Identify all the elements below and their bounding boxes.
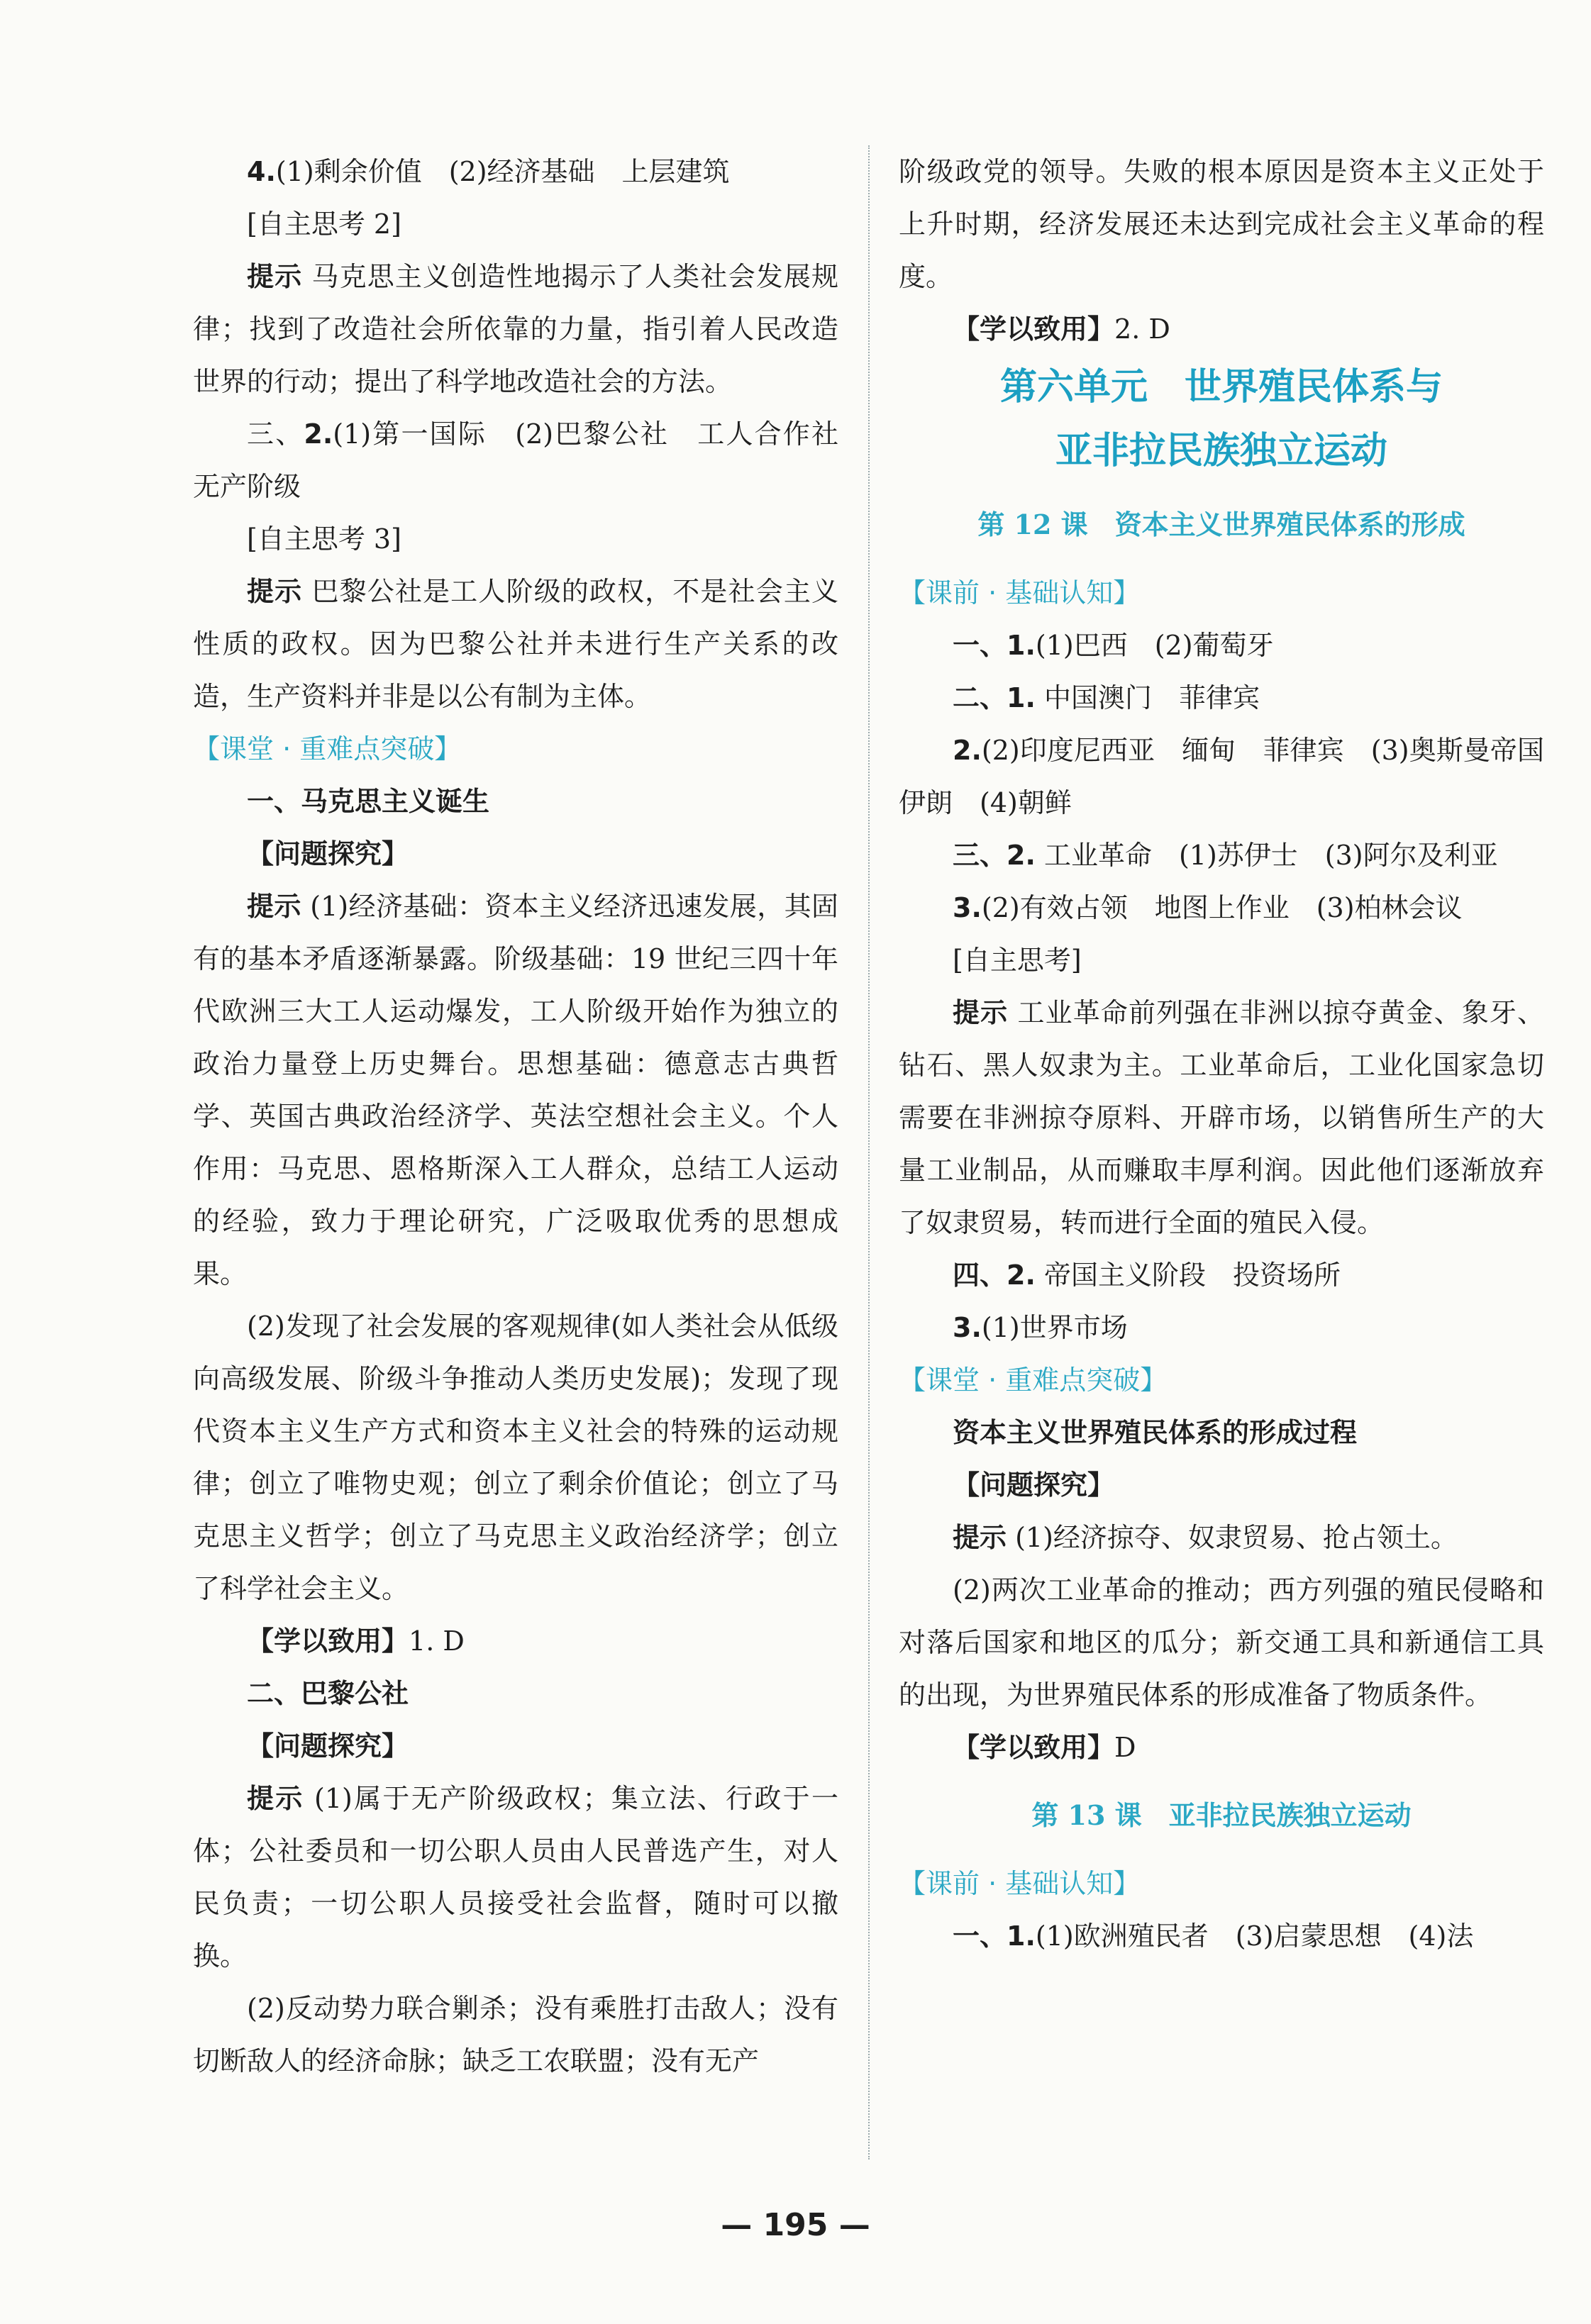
lesson-title: 第 13 课 亚非拉民族独立运动 (1031, 1799, 1412, 1831)
hint-paragraph: 提示 马克思主义创造性地揭示了人类社会发展规律；找到了改造社会所依靠的力量，指引着人民改造世界的行动；提出了科学地改造社会的方法。 (193, 261, 838, 397)
section-heading: 资本主义世界殖民体系的形成过程 (953, 1417, 1358, 1448)
hint-paragraph: (2)发现了社会发展的客观规律(如人类社会从低级向高级发展、阶级斗争推动人类历史发展)；发现了现代资本主义生产方式和资本主义社会的特殊的运动规律；创立了唯物史观；创立了剩余价值论；创立了马克思主义哲学；创立了马克思主义政治经济学；创立了科学社会主义。 (193, 1311, 838, 1604)
hint-paragraph: 提示 (1)经济掠夺、奴隶贸易、抢占领土。 (953, 1522, 1458, 1553)
answer-item: 3.(2)有效占领 地图上作业 (3)柏林会议 (953, 892, 1463, 923)
think-heading: [自主思考 2] (247, 209, 401, 240)
apply-answer: 【学以致用】2. D (953, 313, 1170, 345)
explore-heading: 【问题探究】 (247, 838, 409, 869)
answer-item: 三、2. 工业革命 (1)苏伊士 (3)阿尔及利亚 (953, 840, 1498, 871)
answer-item: 2.(2)印度尼西亚 缅甸 菲律宾 (3)奥斯曼帝国 伊朗 (4)朝鲜 (899, 735, 1572, 818)
section-tag: 【课堂 · 重难点突破】 (899, 1364, 1168, 1396)
answer-item: 3.(1)世界市场 (953, 1312, 1128, 1343)
hint-paragraph: 提示 (1)经济基础：资本主义经济迅速发展，其固有的基本矛盾逐渐暴露。阶级基础：19 世纪三四十年代欧洲三大工人运动爆发，工人阶级开始作为独立的政治力量登上历史舞台。思想基础：德意志古典哲学、英国古典政治经济学、英法空想社会主义。个人作用：马克思、恩格斯深入工人群众，总结工人运动的经验，致力于理论研究，广泛吸取优秀的思想成果。 (193, 891, 838, 1289)
answer-item: 三、2.(1)第一国际 (2)巴黎公社 工人合作社 无产阶级 (193, 418, 866, 502)
left-column (193, 145, 866, 2087)
unit-title-line2: 亚非拉民族独立运动 (1055, 430, 1387, 472)
apply-answer: 【学以致用】D (953, 1732, 1136, 1763)
think-heading: [自主思考 3] (247, 523, 401, 555)
explore-heading: 【问题探究】 (953, 1469, 1115, 1501)
hint-paragraph: (2)反动势力联合剿杀；没有乘胜打击敌人；没有切断敌人的经济命脉；缺乏工农联盟；没有无产 (193, 1993, 838, 2076)
section-tag: 【课前 · 基础认知】 (899, 1868, 1141, 1899)
apply-answer: 【学以致用】1. D (247, 1625, 465, 1657)
hint-paragraph: 提示 巴黎公社是工人阶级的政权，不是社会主义性质的政权。因为巴黎公社并未进行生产关系的改造，生产资料并非是以公有制为主体。 (193, 576, 838, 712)
column-divider (868, 145, 870, 2159)
answer-item: 四、2. 帝国主义阶段 投资场所 (953, 1260, 1341, 1291)
unit-title-line1: 第六单元 世界殖民体系与 (999, 366, 1443, 408)
section-heading: 一、马克思主义诞生 (247, 786, 490, 817)
hint-paragraph: (2)两次工业革命的推动；西方列强的殖民侵略和对落后国家和地区的瓜分；新交通工具和新通信工具的出现，为世界殖民体系的形成准备了物质条件。 (899, 1574, 1544, 1711)
answer-item: 一、1.(1)巴西 (2)葡萄牙 (953, 630, 1274, 661)
answer-item: 4.(1)剩余价值 (2)经济基础 上层建筑 (247, 156, 730, 187)
section-heading: 二、巴黎公社 (247, 1678, 409, 1709)
right-column (899, 145, 1572, 1962)
page-number: — 195 — (721, 2207, 870, 2243)
continued-paragraph: 阶级政党的领导。失败的根本原因是资本主义正处于上升时期，经济发展还未达到完成社会主义革命的程度。 (899, 156, 1544, 292)
explore-heading: 【问题探究】 (247, 1730, 409, 1762)
hint-paragraph: 提示 工业革命前列强在非洲以掠夺黄金、象牙、钻石、黑人奴隶为主。工业革命后，工业化国家急切需要在非洲掠夺原料、开辟市场，以销售所生产的大量工业制品，从而赚取丰厚利润。因此他们逐渐放弃了奴隶贸易，转而进行全面的殖民入侵。 (899, 997, 1544, 1238)
hint-paragraph: 提示 (1)属于无产阶级政权；集立法、行政于一体；公社委员和一切公职人员由人民普选产生，对人民负责；一切公职人员接受社会监督，随时可以撤换。 (193, 1783, 838, 1972)
answer-item: 一、1.(1)欧洲殖民者 (3)启蒙思想 (4)法 (953, 1920, 1474, 1952)
lesson-title: 第 12 课 资本主义世界殖民体系的形成 (977, 508, 1465, 540)
answer-item: 二、1. 中国澳门 菲律宾 (953, 682, 1260, 713)
section-tag: 【课前 · 基础认知】 (899, 577, 1141, 608)
think-heading: [自主思考] (953, 945, 1082, 976)
section-tag: 【课堂 · 重难点突破】 (193, 733, 462, 765)
